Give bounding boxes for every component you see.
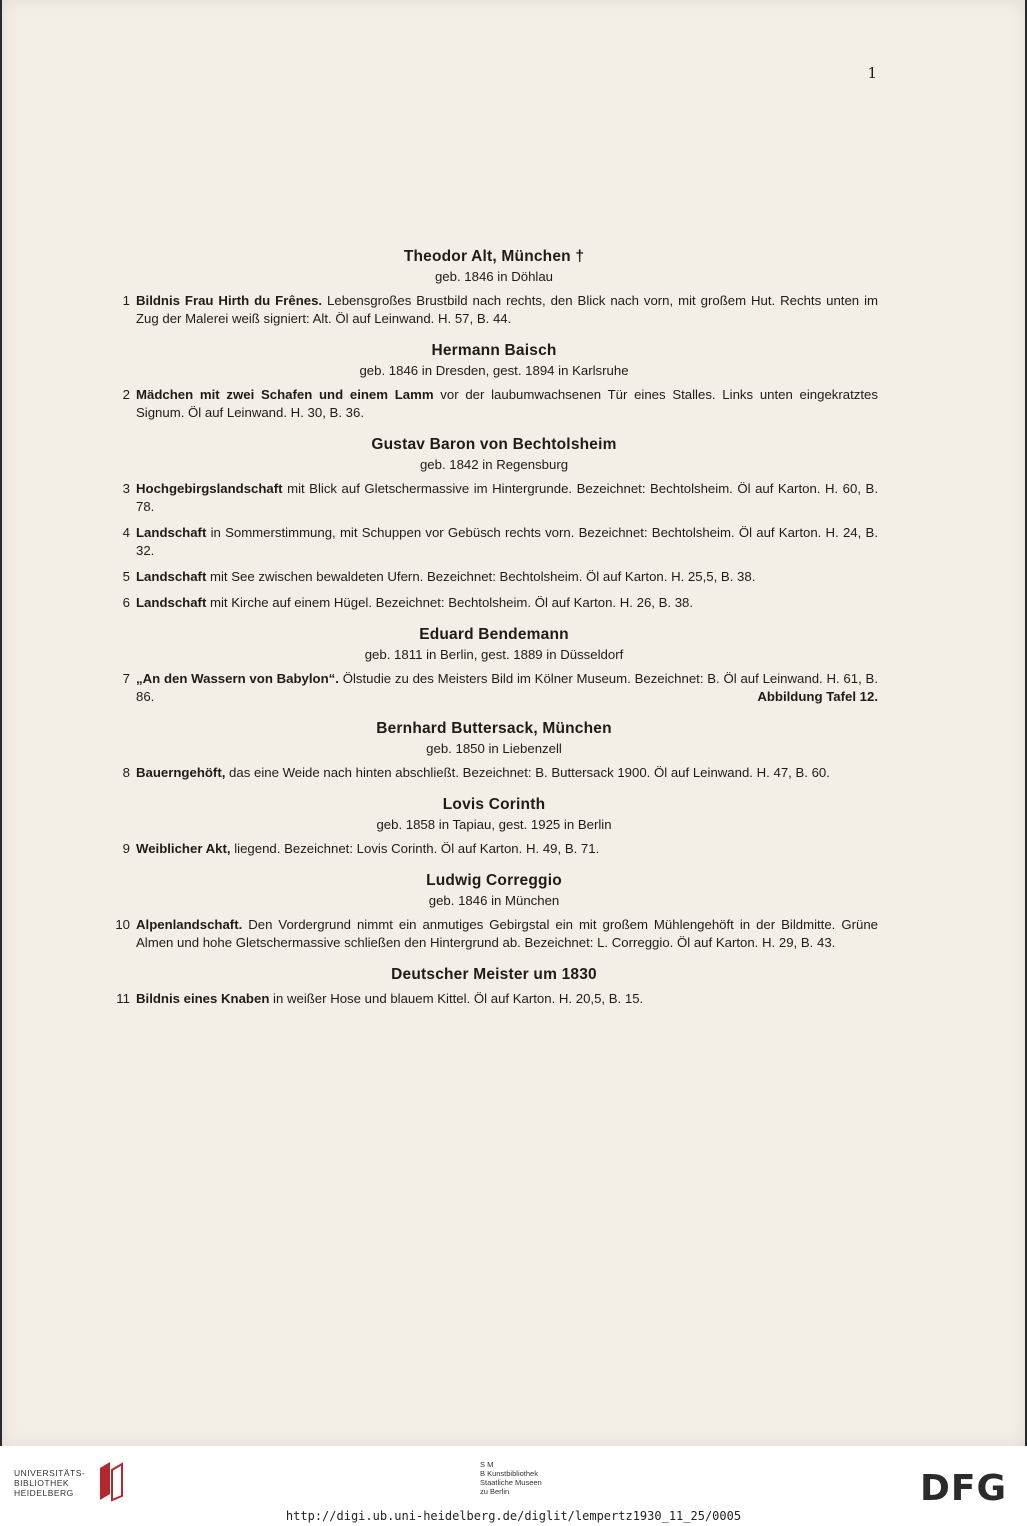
entry-title: Mädchen mit zwei Schafen und einem Lamm [136,387,434,402]
artist-section [110,436,878,612]
artist-section [110,248,878,328]
catalog-entry [110,990,878,1008]
artist-life-dates: geb. 1846 in Dresden, gest. 1894 in Karlsruhe [359,363,629,378]
entry-description: das eine Weide nach hinten abschließt. Bezeichnet: B. Buttersack 1900. Öl auf Leinwand. H. 47, B. 60. [225,765,830,780]
catalog-entry [110,916,878,952]
entry-title: Weiblicher Akt, [136,841,231,856]
entry-description: mit Kirche auf einem Hügel. Bezeichnet: Bechtolsheim. Öl auf Karton. H. 26, B. 38. [206,595,694,610]
catalog-entry [110,764,878,782]
artist-life-dates: geb. 1850 in Liebenzell [426,741,562,756]
entry-title: Landschaft [136,525,207,540]
artist-name: Gustav Baron von Bechtolsheim [371,436,617,453]
entry-title: Alpenlandschaft. [136,917,243,932]
entry-number: 4 [122,525,130,540]
document-page [2,0,1025,1446]
entry-number: 3 [122,481,130,496]
artist-life-dates: geb. 1842 in Regensburg [419,457,569,472]
entry-title: Hochgebirgslandschaft [136,481,283,496]
source-url[interactable]: http://digi.ub.uni-heidelberg.de/diglit/lempertz1930_11_25/0005 [285,1509,742,1523]
entry-title: Landschaft [136,595,207,610]
catalog-content [110,248,878,1022]
entry-title: „An den Wassern von Babylon“. [136,671,339,686]
entry-number: 7 [122,671,130,686]
entry-number: 6 [122,595,130,610]
entry-number: 11 [116,991,130,1006]
catalog-entry [110,524,878,560]
entry-number: 2 [122,387,130,402]
entry-description: Den Vordergrund nimmt ein anmutiges Gebirgstal ein mit großem Mühlengehöft in der Bildmitte. Grüne Almen und hohe Gletschermassive schließen den Hintergrund ab. Bezeichnet: L. Correggio. Öl auf Karton. H. 29, B. 43. [136,917,878,950]
entry-description: liegend. Bezeichnet: Lovis Corinth. Öl auf Karton. H. 49, B. 71. [230,841,600,856]
library-logo-icon [96,1460,126,1504]
footer [0,1446,1027,1526]
museum-info: S M B Kunstbibliothek Staatliche Museen zu Berlin [480,1460,542,1496]
artist-name: Bernhard Buttersack, München [376,720,612,737]
dfg-logo: DFG [919,1468,1007,1509]
entry-description: mit See zwischen bewaldeten Ufern. Bezeichnet: Bechtolsheim. Öl auf Karton. H. 25,5, B. 38. [206,569,756,584]
catalog-entry [110,840,878,858]
entry-number: 8 [122,765,130,780]
artist-life-dates: geb. 1846 in Döhlau [434,269,554,284]
catalog-entry [110,568,878,586]
artist-life-dates: geb. 1811 in Berlin, gest. 1889 in Düsseldorf [364,647,624,662]
library-logo-text: UNIVERSITÄTS- BIBLIOTHEK HEIDELBERG [14,1468,86,1498]
artist-section [110,966,878,1008]
entry-description: vor der laubumwachsenen Tür eines Stalles. Links unten eingekratztes Signum. Öl auf Leinwand. H. 30, B. 36. [136,387,878,420]
entry-description: in Sommerstimmung, mit Schuppen vor Gebüsch rechts vorn. Bezeichnet: Bechtolsheim. Öl auf Karton. H. 24, B. 32. [136,525,878,558]
catalog-entry [110,670,878,706]
entry-title: Bildnis Frau Hirth du Frênes. [136,293,323,308]
catalog-entry [110,386,878,422]
artist-name: Eduard Bendemann [419,626,569,643]
artist-section [110,626,878,706]
entry-description: mit Blick auf Gletschermassive im Hintergrunde. Bezeichnet: Bechtolsheim. Öl auf Karton. H. 60, B. 78. [136,481,878,514]
catalog-entry [110,292,878,328]
artist-name: Lovis Corinth [442,796,546,813]
entry-number: 10 [115,917,130,932]
artist-section [110,872,878,952]
artist-name: Theodor Alt, München † [403,248,585,265]
artist-name: Ludwig Correggio [426,872,562,889]
artist-name: Deutscher Meister um 1830 [391,966,597,983]
catalog-entry [110,480,878,516]
artist-section [110,342,878,422]
entry-number: 1 [122,293,130,308]
artist-name: Hermann Baisch [431,342,557,359]
entry-description: Ölstudie zu des Meisters Bild im Kölner Museum. Bezeichnet: B. Öl auf Leinwand. H. 61, B. 86. [136,671,878,704]
entry-title: Bildnis eines Knaben [136,991,270,1006]
entry-number: 9 [122,841,130,856]
entry-title: Landschaft [136,569,207,584]
artist-life-dates: geb. 1846 in München [428,893,560,908]
artist-section [110,720,878,782]
entry-title: Bauerngehöft, [136,765,226,780]
artist-life-dates: geb. 1858 in Tapiau, gest. 1925 in Berlin [376,817,612,832]
artist-section [110,796,878,858]
entry-number: 5 [122,569,130,584]
entry-description: in weißer Hose und blauem Kittel. Öl auf Karton. H. 20,5, B. 15. [269,991,644,1006]
page-number: 1 [867,64,877,82]
plate-reference: Abbildung Tafel 12. [757,689,878,704]
entry-description: Lebensgroßes Brustbild nach rechts, den Blick nach vorn, mit großem Hut. Rechts unten im Zug der Malerei weiß signiert: Alt. Öl auf Leinwand. H. 57, B. 44. [136,293,878,326]
catalog-entry [110,594,878,612]
